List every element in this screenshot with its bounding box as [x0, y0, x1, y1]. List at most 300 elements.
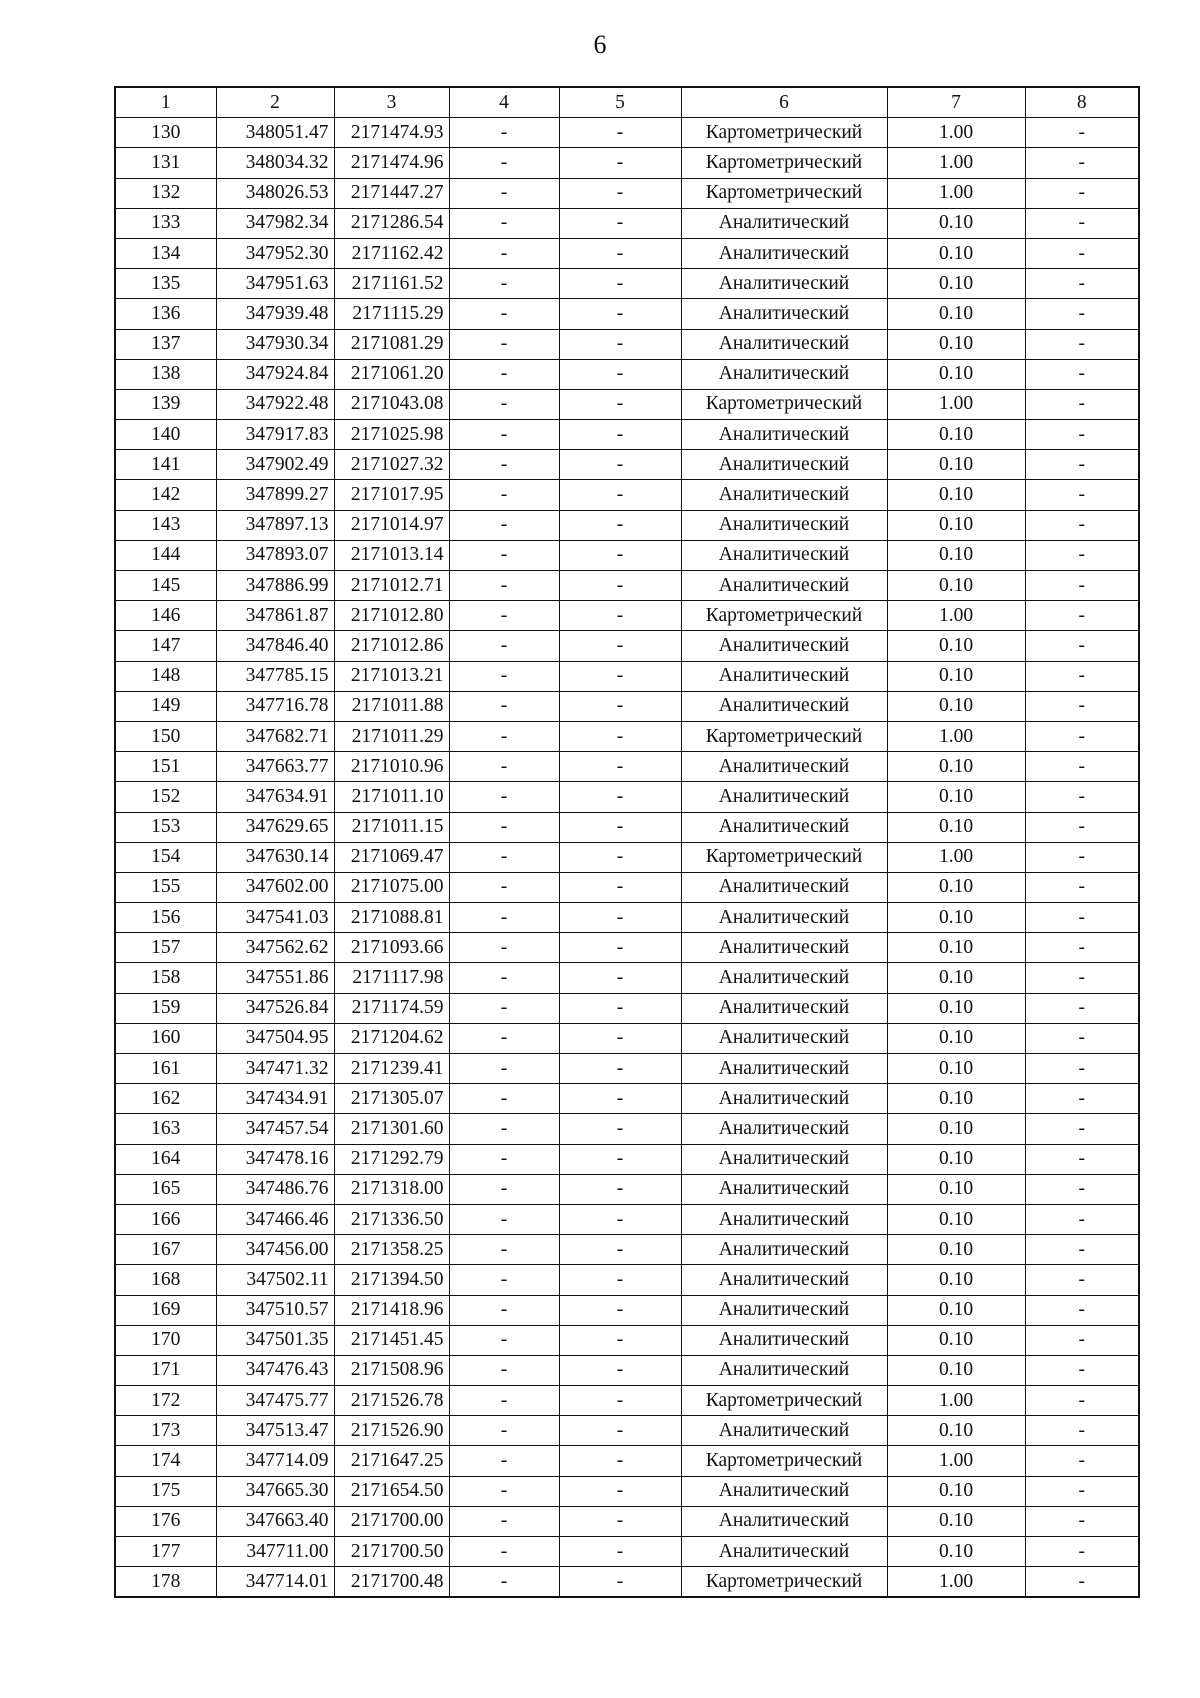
table-row	[115, 752, 1139, 782]
accuracy-cell: 0.10	[887, 1174, 1025, 1204]
x-coordinate-cell: 347526.84	[216, 993, 334, 1023]
point-number-cell: 173	[115, 1416, 216, 1446]
accuracy-cell: 0.10	[887, 238, 1025, 268]
table-row	[115, 510, 1139, 540]
method-cell: Картометрический	[681, 1446, 887, 1476]
table-row	[115, 721, 1139, 751]
column-8-cell: -	[1025, 178, 1139, 208]
x-coordinate-cell: 347504.95	[216, 1023, 334, 1053]
column-4-cell: -	[449, 601, 559, 631]
column-5-cell: -	[559, 1204, 681, 1234]
column-8-cell: -	[1025, 1355, 1139, 1385]
table-row	[115, 269, 1139, 299]
column-4-cell: -	[449, 1325, 559, 1355]
y-coordinate-cell: 2171418.96	[334, 1295, 449, 1325]
x-coordinate-cell: 347785.15	[216, 661, 334, 691]
column-8-cell: -	[1025, 993, 1139, 1023]
x-coordinate-cell: 347466.46	[216, 1204, 334, 1234]
method-cell: Аналитический	[681, 208, 887, 238]
y-coordinate-cell: 2171292.79	[334, 1144, 449, 1174]
column-8-cell: -	[1025, 1476, 1139, 1506]
x-coordinate-cell: 347471.32	[216, 1054, 334, 1084]
accuracy-cell: 1.00	[887, 601, 1025, 631]
table-row	[115, 208, 1139, 238]
column-4-cell: -	[449, 782, 559, 812]
table-row	[115, 1265, 1139, 1295]
page-number: 6	[593, 30, 607, 59]
column-8-cell: -	[1025, 389, 1139, 419]
point-number-cell: 150	[115, 721, 216, 751]
column-5-cell: -	[559, 691, 681, 721]
table-row	[115, 1174, 1139, 1204]
y-coordinate-cell: 2171117.98	[334, 963, 449, 993]
table-row	[115, 601, 1139, 631]
y-coordinate-cell: 2171474.96	[334, 148, 449, 178]
x-coordinate-cell: 347502.11	[216, 1265, 334, 1295]
accuracy-cell: 0.10	[887, 1506, 1025, 1536]
accuracy-cell: 1.00	[887, 1446, 1025, 1476]
column-8-cell: -	[1025, 148, 1139, 178]
accuracy-cell: 0.10	[887, 480, 1025, 510]
column-8-cell: -	[1025, 903, 1139, 933]
x-coordinate-cell: 347922.48	[216, 389, 334, 419]
table-row	[115, 571, 1139, 601]
x-coordinate-cell: 347501.35	[216, 1325, 334, 1355]
x-coordinate-cell: 347513.47	[216, 1416, 334, 1446]
column-4-cell: -	[449, 389, 559, 419]
point-number-cell: 141	[115, 450, 216, 480]
y-coordinate-cell: 2171358.25	[334, 1235, 449, 1265]
x-coordinate-cell: 347939.48	[216, 299, 334, 329]
point-number-cell: 160	[115, 1023, 216, 1053]
column-8-cell: -	[1025, 782, 1139, 812]
x-coordinate-cell: 347475.77	[216, 1386, 334, 1416]
point-number-cell: 145	[115, 571, 216, 601]
column-4-cell: -	[449, 1537, 559, 1567]
column-header: 6	[681, 87, 887, 118]
method-cell: Картометрический	[681, 1386, 887, 1416]
accuracy-cell: 1.00	[887, 1567, 1025, 1598]
table-row	[115, 329, 1139, 359]
y-coordinate-cell: 2171286.54	[334, 208, 449, 238]
method-cell: Аналитический	[681, 631, 887, 661]
y-coordinate-cell: 2171011.10	[334, 782, 449, 812]
column-8-cell: -	[1025, 721, 1139, 751]
column-4-cell: -	[449, 993, 559, 1023]
y-coordinate-cell: 2171654.50	[334, 1476, 449, 1506]
y-coordinate-cell: 2171700.00	[334, 1506, 449, 1536]
accuracy-cell: 0.10	[887, 691, 1025, 721]
method-cell: Аналитический	[681, 1054, 887, 1084]
method-cell: Аналитический	[681, 420, 887, 450]
y-coordinate-cell: 2171508.96	[334, 1355, 449, 1385]
column-5-cell: -	[559, 1355, 681, 1385]
accuracy-cell: 0.10	[887, 752, 1025, 782]
column-4-cell: -	[449, 631, 559, 661]
method-cell: Аналитический	[681, 661, 887, 691]
accuracy-cell: 1.00	[887, 721, 1025, 751]
y-coordinate-cell: 2171069.47	[334, 842, 449, 872]
x-coordinate-cell: 347893.07	[216, 540, 334, 570]
point-number-cell: 166	[115, 1204, 216, 1234]
column-header: 7	[887, 87, 1025, 118]
column-5-cell: -	[559, 872, 681, 902]
column-5-cell: -	[559, 450, 681, 480]
column-4-cell: -	[449, 1295, 559, 1325]
x-coordinate-cell: 347634.91	[216, 782, 334, 812]
accuracy-cell: 0.10	[887, 359, 1025, 389]
table-row	[115, 1144, 1139, 1174]
column-8-cell: -	[1025, 510, 1139, 540]
y-coordinate-cell: 2171010.96	[334, 752, 449, 782]
x-coordinate-cell: 347952.30	[216, 238, 334, 268]
point-number-cell: 171	[115, 1355, 216, 1385]
column-8-cell: -	[1025, 238, 1139, 268]
method-cell: Картометрический	[681, 178, 887, 208]
x-coordinate-cell: 347457.54	[216, 1114, 334, 1144]
point-number-cell: 172	[115, 1386, 216, 1416]
y-coordinate-cell: 2171318.00	[334, 1174, 449, 1204]
x-coordinate-cell: 347663.40	[216, 1506, 334, 1536]
method-cell: Аналитический	[681, 963, 887, 993]
point-number-cell: 132	[115, 178, 216, 208]
table-row	[115, 661, 1139, 691]
column-5-cell: -	[559, 540, 681, 570]
column-4-cell: -	[449, 1174, 559, 1204]
accuracy-cell: 0.10	[887, 903, 1025, 933]
column-4-cell: -	[449, 1476, 559, 1506]
column-5-cell: -	[559, 1174, 681, 1204]
column-5-cell: -	[559, 389, 681, 419]
column-5-cell: -	[559, 812, 681, 842]
column-4-cell: -	[449, 118, 559, 148]
point-number-cell: 147	[115, 631, 216, 661]
column-4-cell: -	[449, 510, 559, 540]
point-number-cell: 164	[115, 1144, 216, 1174]
column-4-cell: -	[449, 1265, 559, 1295]
point-number-cell: 144	[115, 540, 216, 570]
column-5-cell: -	[559, 1084, 681, 1114]
column-4-cell: -	[449, 1446, 559, 1476]
method-cell: Картометрический	[681, 389, 887, 419]
table-row	[115, 1416, 1139, 1446]
x-coordinate-cell: 348034.32	[216, 148, 334, 178]
column-8-cell: -	[1025, 601, 1139, 631]
x-coordinate-cell: 347861.87	[216, 601, 334, 631]
point-number-cell: 133	[115, 208, 216, 238]
column-4-cell: -	[449, 1114, 559, 1144]
x-coordinate-cell: 347456.00	[216, 1235, 334, 1265]
method-cell: Аналитический	[681, 782, 887, 812]
x-coordinate-cell: 347602.00	[216, 872, 334, 902]
column-8-cell: -	[1025, 208, 1139, 238]
table-row	[115, 1506, 1139, 1536]
accuracy-cell: 1.00	[887, 148, 1025, 178]
column-4-cell: -	[449, 1204, 559, 1234]
column-4-cell: -	[449, 178, 559, 208]
accuracy-cell: 0.10	[887, 1295, 1025, 1325]
y-coordinate-cell: 2171061.20	[334, 359, 449, 389]
table-row	[115, 1537, 1139, 1567]
column-8-cell: -	[1025, 299, 1139, 329]
point-number-cell: 170	[115, 1325, 216, 1355]
table-row	[115, 903, 1139, 933]
point-number-cell: 155	[115, 872, 216, 902]
point-number-cell: 139	[115, 389, 216, 419]
accuracy-cell: 1.00	[887, 842, 1025, 872]
method-cell: Картометрический	[681, 601, 887, 631]
accuracy-cell: 0.10	[887, 299, 1025, 329]
column-4-cell: -	[449, 359, 559, 389]
y-coordinate-cell: 2171088.81	[334, 903, 449, 933]
column-4-cell: -	[449, 571, 559, 601]
column-5-cell: -	[559, 1265, 681, 1295]
accuracy-cell: 0.10	[887, 1114, 1025, 1144]
column-8-cell: -	[1025, 752, 1139, 782]
column-header: 1	[115, 87, 216, 118]
table-row	[115, 1114, 1139, 1144]
column-5-cell: -	[559, 299, 681, 329]
column-8-cell: -	[1025, 1567, 1139, 1598]
column-5-cell: -	[559, 1567, 681, 1598]
point-number-cell: 176	[115, 1506, 216, 1536]
y-coordinate-cell: 2171013.14	[334, 540, 449, 570]
point-number-cell: 131	[115, 148, 216, 178]
table-row	[115, 1386, 1139, 1416]
column-4-cell: -	[449, 812, 559, 842]
column-5-cell: -	[559, 903, 681, 933]
column-8-cell: -	[1025, 480, 1139, 510]
column-5-cell: -	[559, 1054, 681, 1084]
method-cell: Аналитический	[681, 1325, 887, 1355]
table-row	[115, 1355, 1139, 1385]
x-coordinate-cell: 347714.09	[216, 1446, 334, 1476]
column-8-cell: -	[1025, 1506, 1139, 1536]
column-4-cell: -	[449, 903, 559, 933]
point-number-cell: 161	[115, 1054, 216, 1084]
column-4-cell: -	[449, 1506, 559, 1536]
accuracy-cell: 0.10	[887, 1144, 1025, 1174]
point-number-cell: 178	[115, 1567, 216, 1598]
point-number-cell: 142	[115, 480, 216, 510]
accuracy-cell: 0.10	[887, 540, 1025, 570]
column-4-cell: -	[449, 752, 559, 782]
x-coordinate-cell: 348051.47	[216, 118, 334, 148]
x-coordinate-cell: 347711.00	[216, 1537, 334, 1567]
column-4-cell: -	[449, 1355, 559, 1385]
point-number-cell: 143	[115, 510, 216, 540]
method-cell: Аналитический	[681, 450, 887, 480]
column-4-cell: -	[449, 1235, 559, 1265]
column-5-cell: -	[559, 782, 681, 812]
column-5-cell: -	[559, 1537, 681, 1567]
y-coordinate-cell: 2171700.50	[334, 1537, 449, 1567]
column-8-cell: -	[1025, 1235, 1139, 1265]
y-coordinate-cell: 2171014.97	[334, 510, 449, 540]
point-number-cell: 140	[115, 420, 216, 450]
point-number-cell: 168	[115, 1265, 216, 1295]
y-coordinate-cell: 2171526.78	[334, 1386, 449, 1416]
y-coordinate-cell: 2171027.32	[334, 450, 449, 480]
x-coordinate-cell: 347476.43	[216, 1355, 334, 1385]
column-5-cell: -	[559, 661, 681, 691]
column-5-cell: -	[559, 359, 681, 389]
point-number-cell: 134	[115, 238, 216, 268]
x-coordinate-cell: 347930.34	[216, 329, 334, 359]
y-coordinate-cell: 2171012.80	[334, 601, 449, 631]
y-coordinate-cell: 2171012.71	[334, 571, 449, 601]
column-5-cell: -	[559, 148, 681, 178]
method-cell: Аналитический	[681, 1235, 887, 1265]
column-4-cell: -	[449, 721, 559, 751]
column-4-cell: -	[449, 1386, 559, 1416]
y-coordinate-cell: 2171081.29	[334, 329, 449, 359]
point-number-cell: 158	[115, 963, 216, 993]
method-cell: Картометрический	[681, 1567, 887, 1598]
accuracy-cell: 0.10	[887, 1265, 1025, 1295]
y-coordinate-cell: 2171162.42	[334, 238, 449, 268]
column-8-cell: -	[1025, 540, 1139, 570]
accuracy-cell: 1.00	[887, 118, 1025, 148]
column-5-cell: -	[559, 329, 681, 359]
table-row	[115, 420, 1139, 450]
x-coordinate-cell: 347486.76	[216, 1174, 334, 1204]
point-number-cell: 157	[115, 933, 216, 963]
method-cell: Аналитический	[681, 269, 887, 299]
column-4-cell: -	[449, 963, 559, 993]
table-row	[115, 540, 1139, 570]
y-coordinate-cell: 2171336.50	[334, 1204, 449, 1234]
x-coordinate-cell: 347629.65	[216, 812, 334, 842]
x-coordinate-cell: 347714.01	[216, 1567, 334, 1598]
point-number-cell: 177	[115, 1537, 216, 1567]
x-coordinate-cell: 347982.34	[216, 208, 334, 238]
column-5-cell: -	[559, 1144, 681, 1174]
table-row	[115, 782, 1139, 812]
method-cell: Аналитический	[681, 1144, 887, 1174]
method-cell: Аналитический	[681, 1355, 887, 1385]
table-row	[115, 1235, 1139, 1265]
column-5-cell: -	[559, 480, 681, 510]
column-8-cell: -	[1025, 450, 1139, 480]
point-number-cell: 175	[115, 1476, 216, 1506]
x-coordinate-cell: 347886.99	[216, 571, 334, 601]
accuracy-cell: 0.10	[887, 1023, 1025, 1053]
accuracy-cell: 0.10	[887, 571, 1025, 601]
column-8-cell: -	[1025, 329, 1139, 359]
column-8-cell: -	[1025, 1114, 1139, 1144]
column-5-cell: -	[559, 510, 681, 540]
method-cell: Аналитический	[681, 1174, 887, 1204]
method-cell: Аналитический	[681, 1084, 887, 1114]
x-coordinate-cell: 347665.30	[216, 1476, 334, 1506]
table-row	[115, 238, 1139, 268]
accuracy-cell: 0.10	[887, 269, 1025, 299]
column-8-cell: -	[1025, 1386, 1139, 1416]
y-coordinate-cell: 2171013.21	[334, 661, 449, 691]
column-4-cell: -	[449, 1054, 559, 1084]
column-5-cell: -	[559, 178, 681, 208]
column-4-cell: -	[449, 208, 559, 238]
x-coordinate-cell: 347562.62	[216, 933, 334, 963]
method-cell: Картометрический	[681, 148, 887, 178]
column-5-cell: -	[559, 1386, 681, 1416]
column-header: 3	[334, 87, 449, 118]
column-5-cell: -	[559, 571, 681, 601]
column-8-cell: -	[1025, 963, 1139, 993]
point-number-cell: 138	[115, 359, 216, 389]
column-4-cell: -	[449, 299, 559, 329]
x-coordinate-cell: 347951.63	[216, 269, 334, 299]
x-coordinate-cell: 347510.57	[216, 1295, 334, 1325]
point-number-cell: 156	[115, 903, 216, 933]
method-cell: Аналитический	[681, 510, 887, 540]
x-coordinate-cell: 347924.84	[216, 359, 334, 389]
method-cell: Аналитический	[681, 1023, 887, 1053]
y-coordinate-cell: 2171447.27	[334, 178, 449, 208]
column-4-cell: -	[449, 1023, 559, 1053]
table-row	[115, 1446, 1139, 1476]
y-coordinate-cell: 2171451.45	[334, 1325, 449, 1355]
accuracy-cell: 0.10	[887, 510, 1025, 540]
accuracy-cell: 0.10	[887, 1084, 1025, 1114]
column-5-cell: -	[559, 1476, 681, 1506]
column-5-cell: -	[559, 631, 681, 661]
method-cell: Аналитический	[681, 691, 887, 721]
x-coordinate-cell: 347899.27	[216, 480, 334, 510]
table-row	[115, 1054, 1139, 1084]
accuracy-cell: 0.10	[887, 1054, 1025, 1084]
column-5-cell: -	[559, 721, 681, 751]
x-coordinate-cell: 347716.78	[216, 691, 334, 721]
column-8-cell: -	[1025, 1144, 1139, 1174]
x-coordinate-cell: 347478.16	[216, 1144, 334, 1174]
method-cell: Картометрический	[681, 842, 887, 872]
y-coordinate-cell: 2171012.86	[334, 631, 449, 661]
column-5-cell: -	[559, 1114, 681, 1144]
point-number-cell: 174	[115, 1446, 216, 1476]
column-header: 8	[1025, 87, 1139, 118]
y-coordinate-cell: 2171043.08	[334, 389, 449, 419]
column-5-cell: -	[559, 752, 681, 782]
coordinates-table	[114, 86, 1140, 1598]
method-cell: Аналитический	[681, 359, 887, 389]
accuracy-cell: 0.10	[887, 450, 1025, 480]
accuracy-cell: 1.00	[887, 389, 1025, 419]
column-4-cell: -	[449, 269, 559, 299]
y-coordinate-cell: 2171075.00	[334, 872, 449, 902]
column-5-cell: -	[559, 1325, 681, 1355]
column-5-cell: -	[559, 1023, 681, 1053]
column-4-cell: -	[449, 842, 559, 872]
accuracy-cell: 0.10	[887, 993, 1025, 1023]
accuracy-cell: 1.00	[887, 178, 1025, 208]
method-cell: Аналитический	[681, 752, 887, 782]
column-8-cell: -	[1025, 269, 1139, 299]
method-cell: Аналитический	[681, 933, 887, 963]
method-cell: Аналитический	[681, 1204, 887, 1234]
method-cell: Аналитический	[681, 299, 887, 329]
y-coordinate-cell: 2171204.62	[334, 1023, 449, 1053]
column-4-cell: -	[449, 329, 559, 359]
column-8-cell: -	[1025, 420, 1139, 450]
method-cell: Аналитический	[681, 540, 887, 570]
accuracy-cell: 0.10	[887, 1325, 1025, 1355]
column-4-cell: -	[449, 450, 559, 480]
y-coordinate-cell: 2171301.60	[334, 1114, 449, 1144]
table-row	[115, 1084, 1139, 1114]
column-5-cell: -	[559, 238, 681, 268]
